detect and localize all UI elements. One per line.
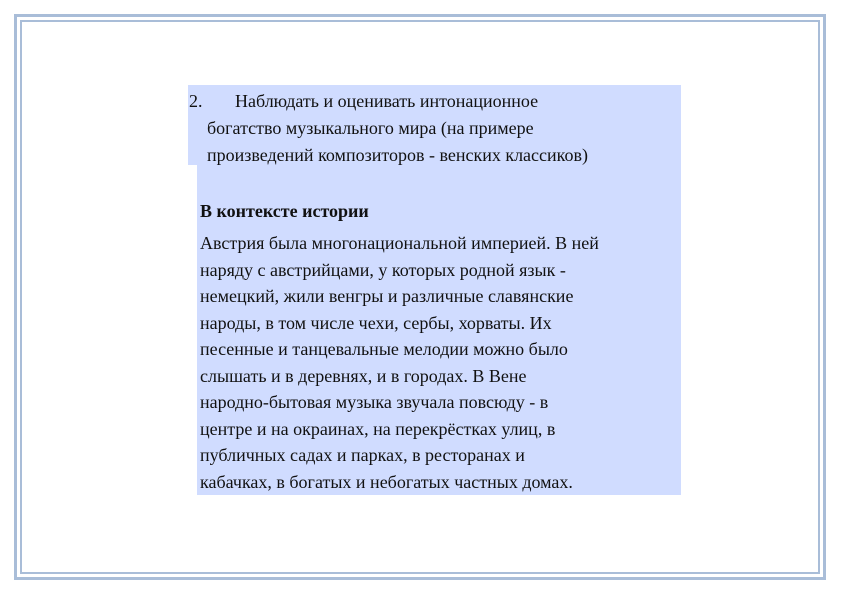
paragraph-line: песенные и танцевальные мелодии можно было (200, 339, 568, 359)
list-item-number: 2. (189, 91, 203, 111)
paragraph-line: кабачках, в богатых и небогатых частных домах. (200, 471, 573, 492)
list-item-line: богатство музыкального мира (на примере (207, 118, 534, 138)
section-paragraph (200, 230, 678, 495)
section-heading: В контексте истории (200, 201, 369, 221)
paragraph-line: народы, в том числе чехи, сербы, хорваты. Их (200, 312, 552, 333)
paragraph-line: центре и на окраинах, на перекрёстках улиц, в (200, 418, 556, 439)
paragraph-line: публичных садах и парках, в ресторанах и (200, 445, 525, 465)
paragraph-line: наряду с австрийцами, у которых родной язык - (200, 259, 566, 280)
list-item-line: Наблюдать и оценивать интонационное (235, 91, 539, 111)
paragraph-line: слышать и в деревнях, и в городах. В Вене (200, 365, 527, 386)
list-item-text (207, 88, 677, 169)
paragraph-line: народно-бытовая музыка звучала повсюду - в (200, 392, 549, 412)
list-item-line: произведений композиторов - венских классиков) (207, 145, 588, 165)
paragraph-line: Австрия была многонациональной империей. В ней (200, 233, 599, 253)
paragraph-line: немецкий, жили венгры и различные славянские (200, 286, 574, 306)
